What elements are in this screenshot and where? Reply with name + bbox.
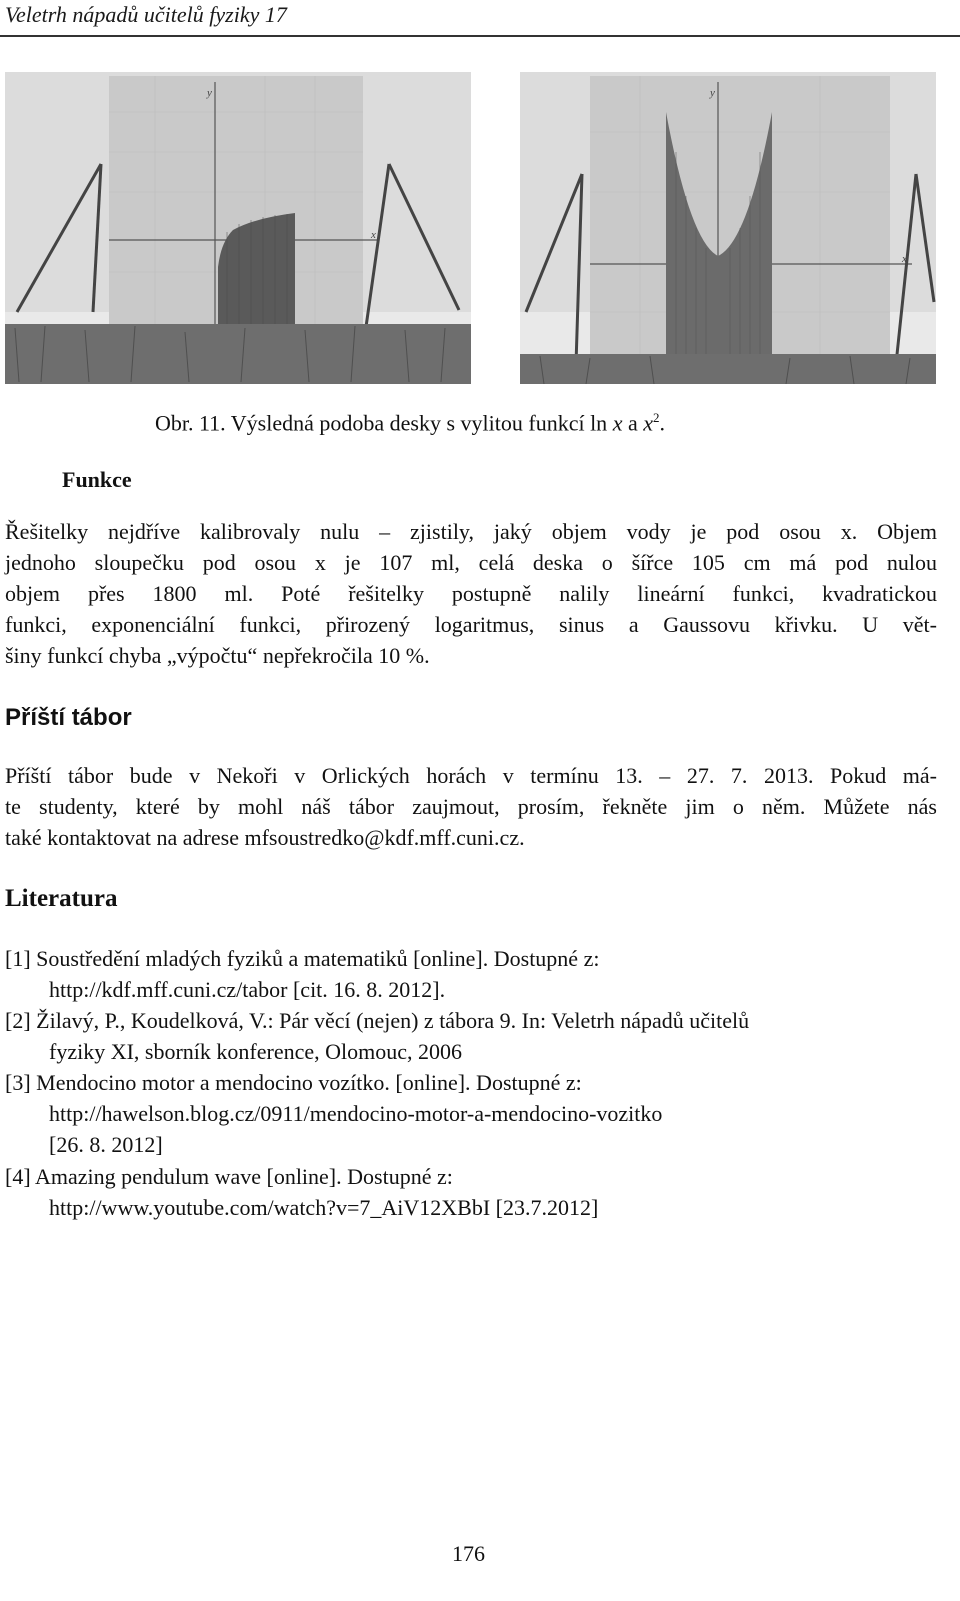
reference-line: http://www.youtube.com/watch?v=7_AiV12XBbI [23.7.2012] — [49, 1195, 599, 1220]
photo-right-y-label: y — [710, 87, 715, 99]
photo-x-squared-graphic — [520, 72, 936, 384]
paragraph-line: Řešitelky nejdříve kalibrovaly nulu – zjistily, jaký objem vody je pod osou x. Objem — [5, 519, 937, 544]
heading-literatura: Literatura — [5, 885, 118, 912]
heading-pristi-tabor: Příští tábor — [5, 704, 132, 731]
reference-2 — [5, 1005, 937, 1067]
paragraph-line: te studenty, které by mohl náš tábor zaujmout, prosím, řekněte jim o něm. Můžete nás — [5, 794, 937, 819]
paragraph-line: funkci, exponenciální funkci, přirozený logaritmus, sinus a Gaussovu křivku. U vět- — [5, 612, 937, 637]
photo-x-squared — [520, 72, 936, 384]
reference-line: [4] Amazing pendulum wave [online]. Dostupné z: — [5, 1164, 453, 1189]
header-rule — [0, 35, 960, 37]
paragraph-line: Příští tábor bude v Nekoři v Orlických horách v termínu 13. – 27. 7. 2013. Pokud má- — [5, 763, 937, 788]
reference-line: [2] Žilavý, P., Koudelková, V.: Pár věcí (nejen) z tábora 9. In: Veletrh nápadů učitelů — [5, 1008, 750, 1033]
photo-left-x-label: x — [371, 229, 376, 241]
photo-ln-x — [5, 72, 471, 384]
paragraph-line: objem přes 1800 ml. Poté řešitelky postupně nalily lineární funkci, kvadratickou — [5, 581, 937, 606]
reference-4 — [5, 1161, 937, 1223]
reference-line: [3] Mendocino motor a mendocino vozítko. [online]. Dostupné z: — [5, 1070, 582, 1095]
reference-line: http://hawelson.blog.cz/0911/mendocino-motor-a-mendocino-vozitko — [49, 1101, 663, 1126]
reference-1 — [5, 943, 937, 1005]
reference-line: [26. 8. 2012] — [49, 1132, 163, 1157]
figure-caption: Obr. 11. Výsledná podoba desky s vylitou funkcí ln x a $x^2$. — [155, 410, 665, 436]
paragraph-line: také kontaktovat na adrese mfsoustredko@kdf.mff.cuni.cz. — [5, 825, 525, 850]
paragraph-funkce — [5, 516, 937, 671]
reference-line: http://kdf.mff.cuni.cz/tabor [cit. 16. 8. 2012]. — [49, 977, 446, 1002]
reference-line: fyziky XI, sborník konference, Olomouc, 2006 — [49, 1039, 463, 1064]
heading-funkce: Funkce — [62, 467, 132, 492]
paragraph-line: jednoho sloupečku pod osou x je 107 ml, celá deska o šířce 105 cm má pod nulou — [5, 550, 937, 575]
photo-ln-x-graphic — [5, 72, 471, 384]
reference-line: [1] Soustředění mladých fyziků a matematiků [online]. Dostupné z: — [5, 946, 600, 971]
photo-right-x-label: x — [902, 253, 907, 265]
paragraph-line: šiny funkcí chyba „výpočtu“ nepřekročila 10 %. — [5, 643, 430, 668]
paragraph-tabor — [5, 760, 937, 853]
page-number: 176 — [452, 1541, 485, 1566]
photo-left-y-label: y — [207, 87, 212, 99]
reference-3 — [5, 1067, 937, 1160]
running-header: Veletrh nápadů učitelů fyziky 17 — [5, 2, 287, 27]
